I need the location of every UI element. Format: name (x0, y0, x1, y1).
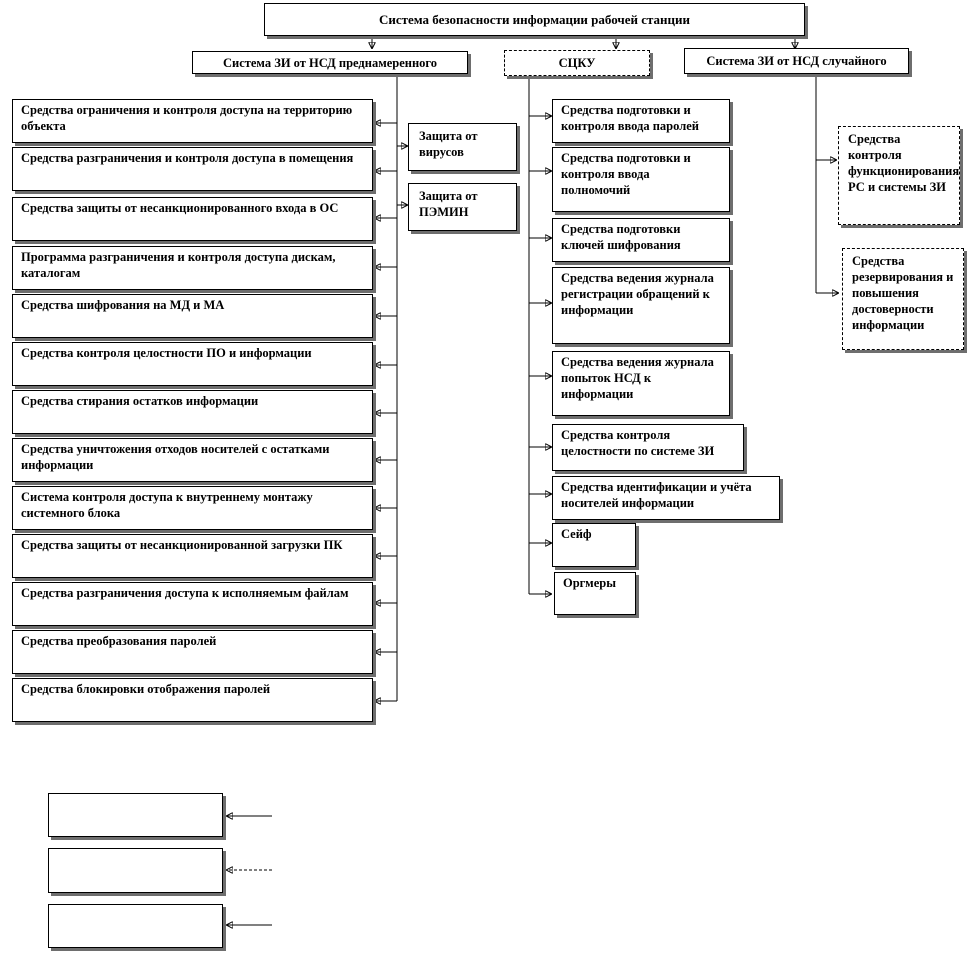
middle-item: Средства ведения журнала регистрации обращений к информации (552, 267, 730, 344)
left-item: Средства стирания остатков информации (12, 390, 373, 434)
side-item-pemin: Защита от ПЭМИН (408, 183, 517, 231)
middle-item: Средства подготовки ключей шифрования (552, 218, 730, 262)
middle-item: Оргмеры (554, 572, 636, 615)
right-item-backup: Средства резервирования и повышения достоверности информации (842, 248, 964, 350)
header-deliberate-nsd: Система ЗИ от НСД преднамеренного (192, 51, 468, 74)
left-item: Средства разграничения доступа к исполняемым файлам (12, 582, 373, 626)
middle-item: Средства идентификации и учёта носителей информации (552, 476, 780, 520)
legend-box (48, 904, 223, 948)
system-title-box (264, 3, 805, 36)
left-item: Средства уничтожения отходов носителей с остатками информации (12, 438, 373, 482)
left-item: Система контроля доступа к внутреннему монтажу системного блока (12, 486, 373, 530)
left-item: Программа разграничения и контроля доступа дискам, каталогам (12, 246, 373, 290)
middle-item: Средства ведения журнала попыток НСД к информации (552, 351, 730, 416)
left-item: Средства блокировки отображения паролей (12, 678, 373, 722)
left-item: Средства защиты от несанкционированного входа в ОС (12, 197, 373, 241)
left-item: Средства шифрования на МД и МА (12, 294, 373, 338)
header-random-nsd: Система ЗИ от НСД случайного (684, 48, 909, 74)
left-item: Средства защиты от несанкционированной загрузки ПК (12, 534, 373, 578)
legend-box (48, 848, 223, 893)
system-title: Система безопасности информации рабочей станции (378, 12, 691, 27)
middle-item: Средства подготовки и контроля ввода полномочий (552, 147, 730, 212)
right-item-monitoring: Средства контроля функционирования РС и системы ЗИ (838, 126, 960, 225)
header-scku: СЦКУ (504, 50, 650, 76)
legend-box (48, 793, 223, 837)
middle-item: Средства контроля целостности по системе ЗИ (552, 424, 744, 471)
middle-item: Сейф (552, 523, 636, 567)
left-item: Средства контроля целостности ПО и информации (12, 342, 373, 386)
left-item: Средства разграничения и контроля доступа в помещения (12, 147, 373, 191)
middle-item: Средства подготовки и контроля ввода паролей (552, 99, 730, 143)
left-item: Средства ограничения и контроля доступа на территорию объекта (12, 99, 373, 143)
left-item: Средства преобразования паролей (12, 630, 373, 674)
side-item-antivirus: Защита от вирусов (408, 123, 517, 171)
